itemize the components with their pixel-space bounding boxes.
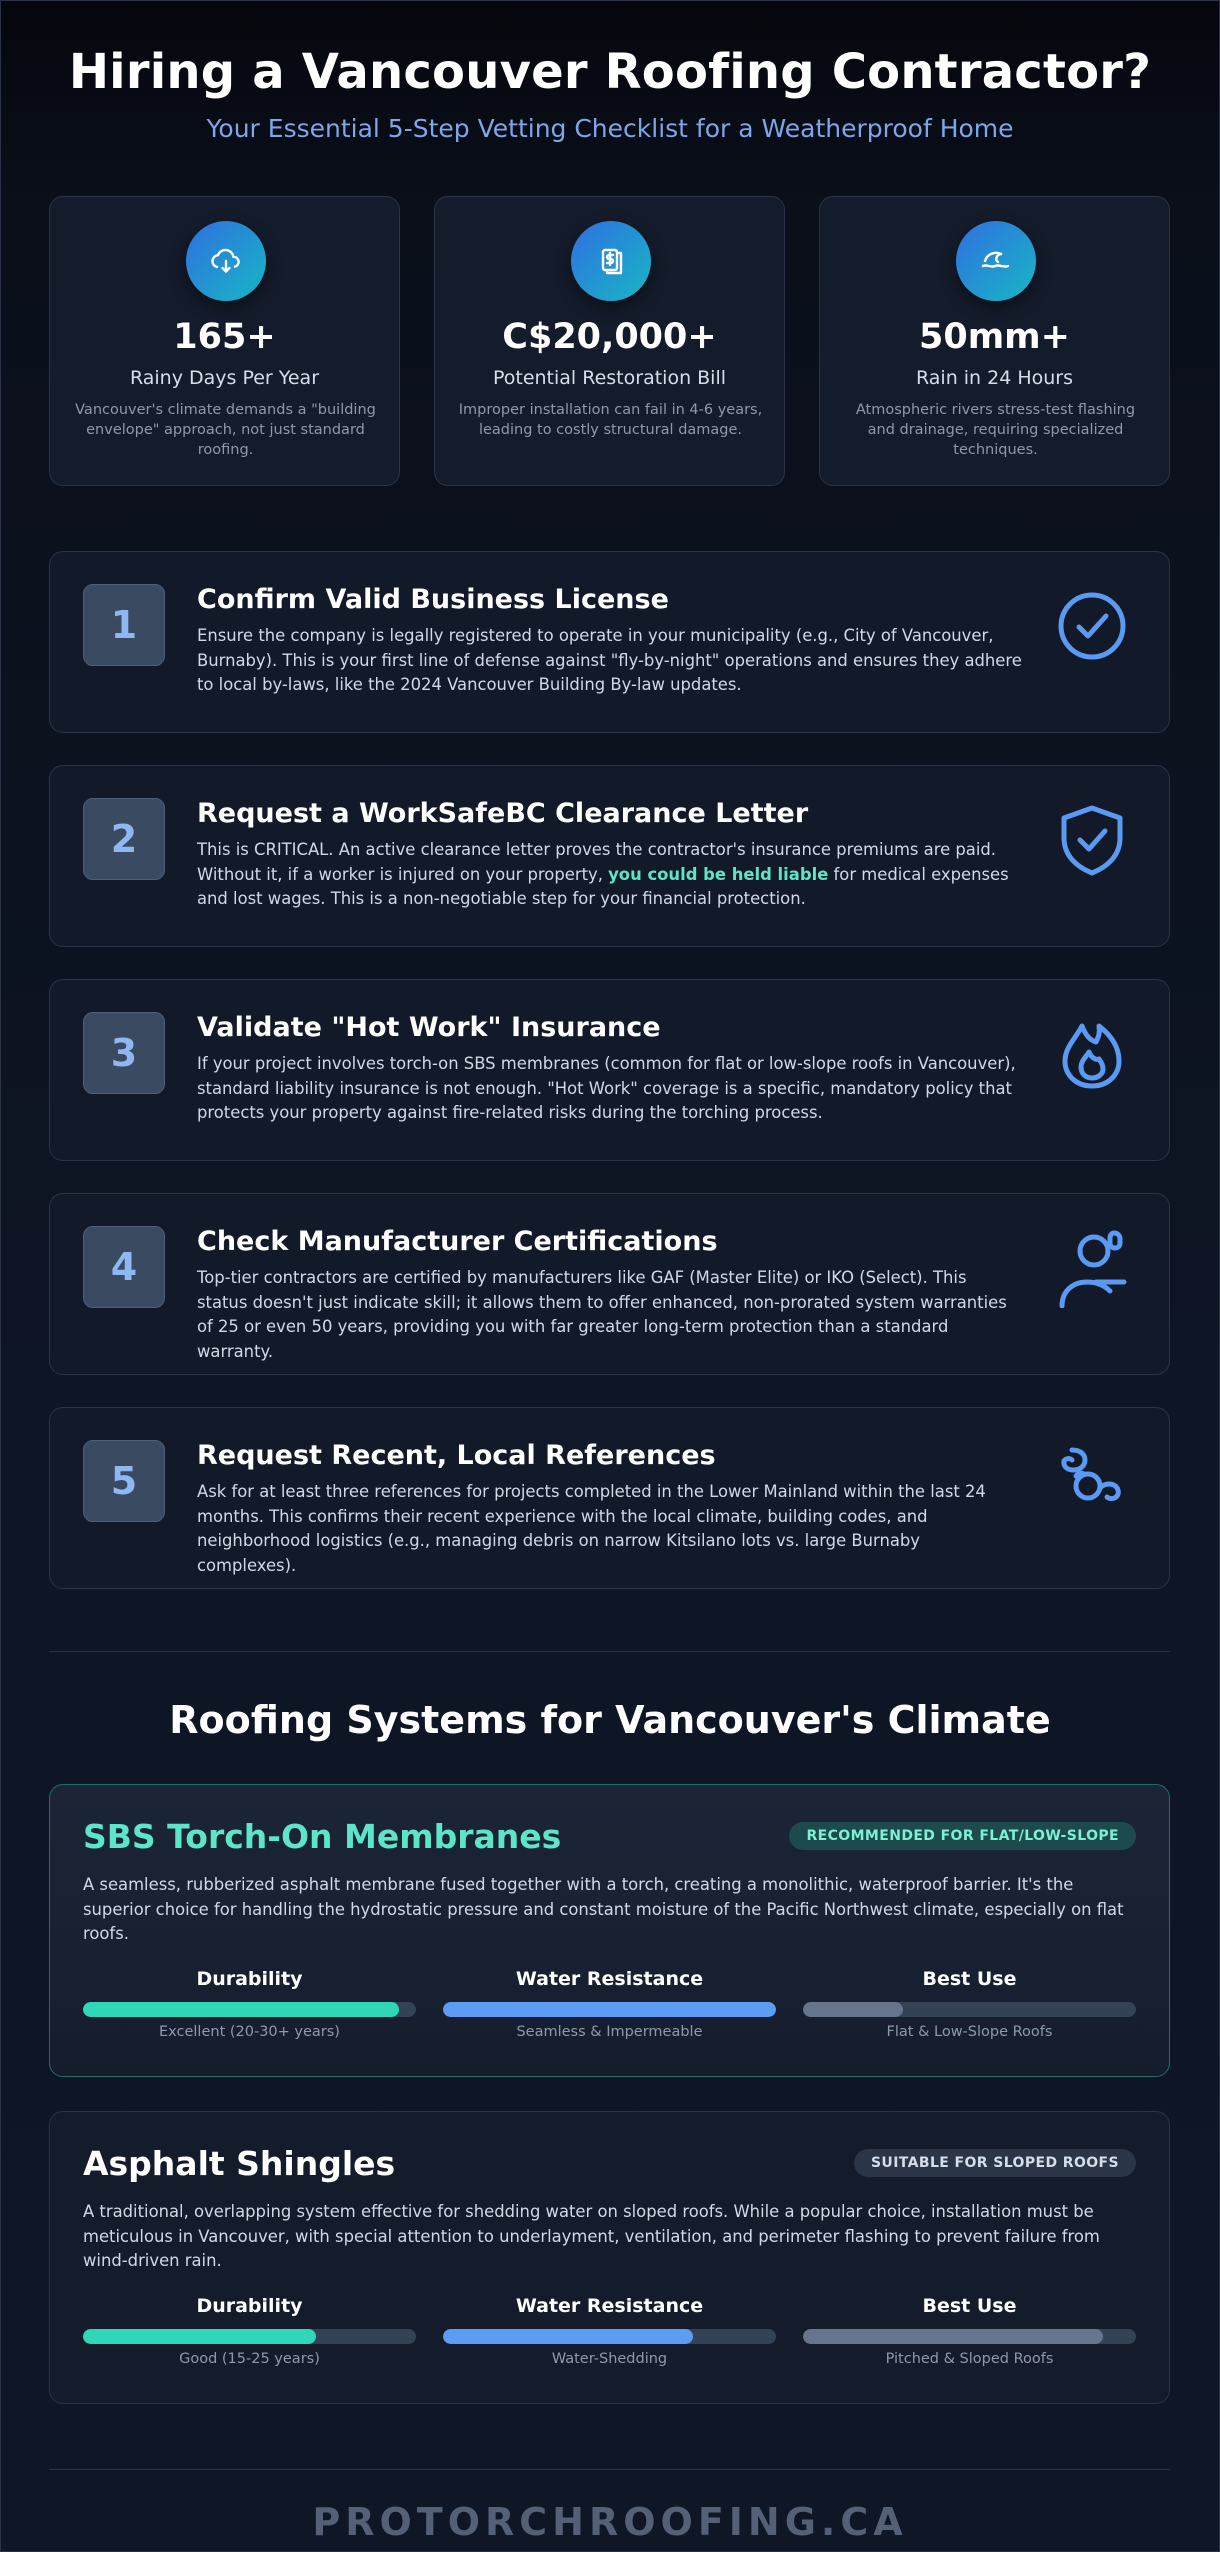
metric-label: Best Use — [922, 2295, 1017, 2317]
metric-water-resistance — [443, 1968, 776, 2040]
step-title: Request Recent, Local References — [197, 1440, 716, 1471]
step-description: Ask for at least three references for projects completed in the Lower Mainland within the last 24 months. This confirms their recent experience with the local climate, building codes, and neighborhood logistics (e.g., managing debris on narrow Kitsilano lots vs. large Burnaby complexes). — [197, 1482, 986, 1575]
liability-highlight: you could be held liable — [608, 864, 829, 884]
step-title: Check Manufacturer Certifications — [197, 1226, 718, 1257]
step-title: Request a WorkSafeBC Clearance Letter — [197, 798, 809, 829]
metric-caption: Seamless & Impermeable — [516, 2024, 703, 2040]
section-divider — [49, 1651, 1170, 1652]
stat-card-rainy-days — [49, 196, 400, 486]
system-badge: SUITABLE FOR SLOPED ROOFS — [854, 2149, 1136, 2177]
metric-bar-track — [443, 2329, 776, 2344]
stat-value: C$20,000+ — [502, 317, 717, 357]
step-number: 1 — [83, 584, 165, 666]
step-number: 3 — [83, 1012, 165, 1094]
stat-label: Potential Restoration Bill — [492, 367, 727, 389]
metric-caption: Excellent (20-30+ years) — [159, 2024, 340, 2040]
step-number: 4 — [83, 1226, 165, 1308]
step-number: 2 — [83, 798, 165, 880]
metric-best-use — [803, 2295, 1136, 2367]
stat-label: Rain in 24 Hours — [915, 367, 1074, 389]
step-description — [197, 838, 1022, 912]
water-wave-icon — [956, 221, 1036, 301]
fire-icon — [1052, 1014, 1132, 1094]
step-description-text: This is CRITICAL. An active clearance letter proves the contractor's insurance premiums are paid. Without it, if a worker is injured on your property, — [197, 840, 996, 884]
footer-brand: PROTORCHROOFING.CA — [312, 2500, 908, 2544]
step-number: 5 — [83, 1440, 165, 1522]
metric-water-resistance — [443, 2295, 776, 2367]
system-title: Asphalt Shingles — [83, 2144, 396, 2183]
metric-bar-fill — [83, 2002, 399, 2017]
stat-value: 165+ — [173, 317, 276, 357]
shield-check-icon — [1052, 800, 1132, 880]
metric-bar-fill — [443, 2002, 776, 2017]
metric-bar-fill — [803, 2002, 903, 2017]
metric-bar-track — [803, 2002, 1136, 2017]
section-title: Roofing Systems for Vancouver's Climate — [169, 1698, 1051, 1742]
step-title: Validate "Hot Work" Insurance — [197, 1012, 661, 1043]
metric-caption: Good (15-25 years) — [179, 2351, 320, 2367]
metric-bar-fill — [83, 2329, 316, 2344]
money-bill-icon — [571, 221, 651, 301]
metric-label: Best Use — [922, 1968, 1017, 1990]
step-card-manufacturer-cert — [49, 1193, 1170, 1375]
stat-description: Vancouver's climate demands a "building envelope" approach, not just standard roofing. — [75, 402, 376, 458]
metric-label: Water Resistance — [515, 1968, 704, 1990]
step-title: Confirm Valid Business License — [197, 584, 669, 615]
page-subtitle: Your Essential 5-Step Vetting Checklist for a Weatherproof Home — [206, 114, 1014, 143]
stat-label: Rainy Days Per Year — [129, 367, 320, 389]
stat-value: 50mm+ — [919, 317, 1070, 357]
metric-durability — [83, 1968, 416, 2040]
stat-card-restoration-bill — [434, 196, 785, 486]
metric-bar-track — [803, 2329, 1136, 2344]
metric-label: Water Resistance — [515, 2295, 704, 2317]
stat-card-rain-24h — [819, 196, 1170, 486]
metric-best-use — [803, 1968, 1136, 2040]
stat-description: Improper installation can fail in 4-6 years, leading to costly structural damage. — [458, 402, 763, 438]
metric-caption: Pitched & Sloped Roofs — [885, 2351, 1054, 2367]
metric-bar-fill — [803, 2329, 1103, 2344]
step-card-hot-work — [49, 979, 1170, 1161]
cloud-rain-icon — [186, 221, 266, 301]
metric-bar-track — [83, 2329, 416, 2344]
step-description: Ensure the company is legally registered to operate in your municipality (e.g., City of Vancouver, Burnaby). This is your first line of defense against "fly-by-night" operations and ensures they adhere to local by-laws, like the 2024 Vancouver Building By-law updates. — [197, 626, 1022, 694]
system-badge: RECOMMENDED FOR FLAT/LOW-SLOPE — [789, 1822, 1136, 1850]
step-card-references — [49, 1407, 1170, 1589]
page-title: Hiring a Vancouver Roofing Contractor? — [68, 44, 1152, 100]
references-icon — [1052, 1442, 1132, 1522]
metric-caption: Water-Shedding — [551, 2351, 668, 2367]
system-description: A seamless, rubberized asphalt membrane fused together with a torch, creating a monolithic, waterproof barrier. It's the superior choice for handling the hydrostatic pressure and constant moisture of the Pacific Northwest climate, especially on flat roofs. — [83, 1875, 1124, 1943]
certified-user-icon — [1052, 1228, 1132, 1308]
step-card-business-license — [49, 551, 1170, 733]
step-description: Top-tier contractors are certified by manufacturers like GAF (Master Elite) or IKO (Select). This status doesn't just indicate skill; it allows them to offer enhanced, non-prorated system warranties of 25 or even 50 years, providing you with far greater long-term protection than a standard warranty. — [197, 1268, 1007, 1361]
step-card-worksafebc — [49, 765, 1170, 947]
metric-label: Durability — [196, 1968, 303, 1990]
metric-caption: Flat & Low-Slope Roofs — [886, 2024, 1053, 2040]
metric-durability — [83, 2295, 416, 2367]
system-description: A traditional, overlapping system effective for shedding water on sloped roofs. While a popular choice, installation must be meticulous in Vancouver, with special attention to underlayment, ventilation, and perimeter flashing to prevent failure from wind-driven rain. — [83, 2202, 1100, 2270]
system-card-asphalt-shingles — [49, 2111, 1170, 2404]
stat-description: Atmospheric rivers stress-test flashing and drainage, requiring specialized techniques. — [855, 402, 1136, 458]
step-description-text: for medical expenses and lost wages. This is a non-negotiable step for your financial protection. — [197, 864, 1009, 908]
step-description: If your project involves torch-on SBS membranes (common for flat or low-slope roofs in Vancouver), standard liability insurance is not enough. "Hot Work" coverage is a specific, mandatory policy that protects your property against fire-related risks during the torching process. — [197, 1054, 1016, 1122]
system-title: SBS Torch-On Membranes — [83, 1817, 562, 1856]
metric-bar-fill — [443, 2329, 693, 2344]
system-card-sbs-torch-on — [49, 1784, 1170, 2077]
metric-label: Durability — [196, 2295, 303, 2317]
metric-bar-track — [83, 2002, 416, 2017]
check-circle-icon — [1052, 586, 1132, 666]
footer-divider — [49, 2469, 1170, 2470]
metric-bar-track — [443, 2002, 776, 2017]
